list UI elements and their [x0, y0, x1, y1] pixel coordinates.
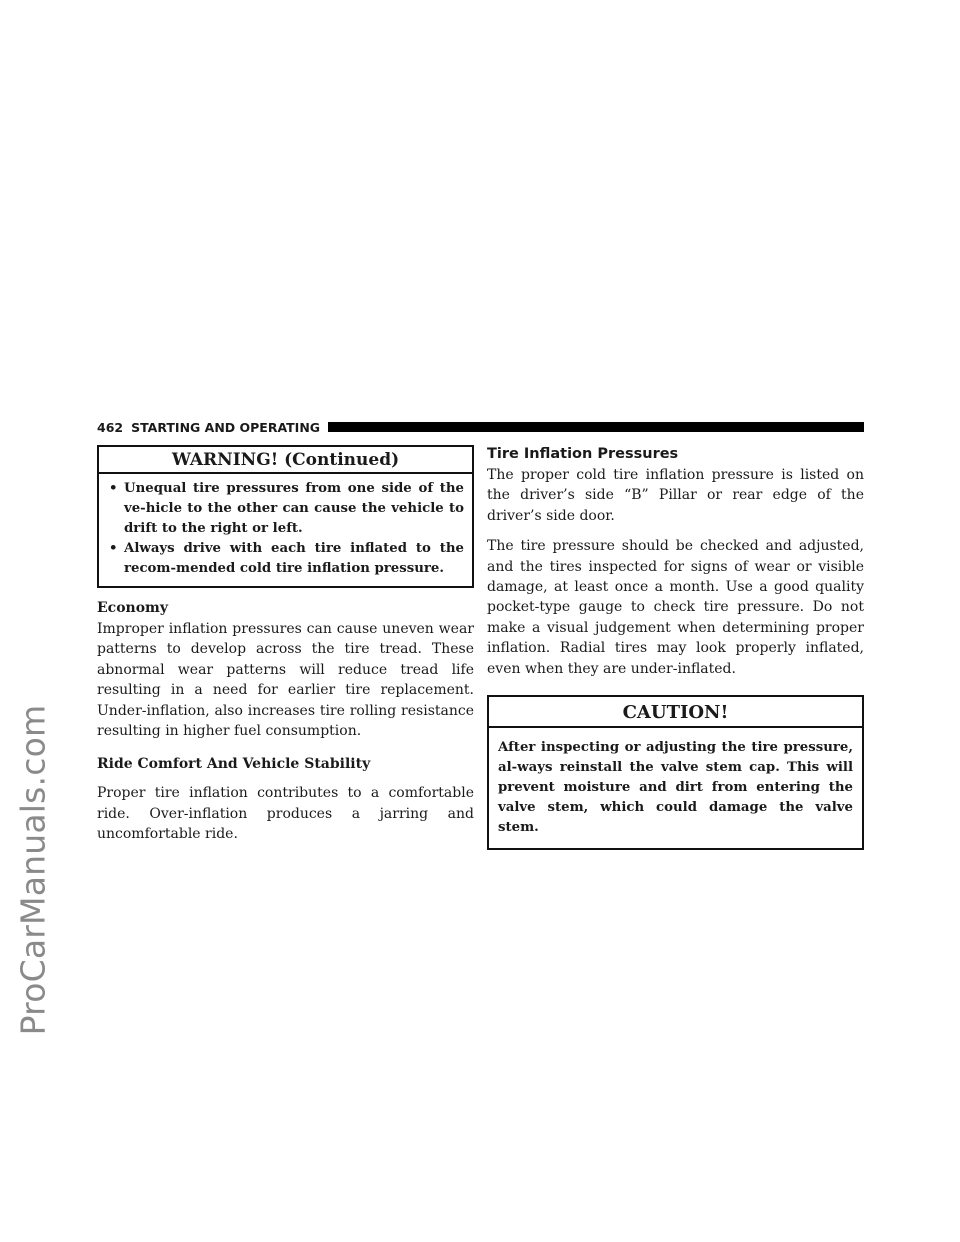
warning-bullet-text: Always drive with each tire inflated to the recom-mended cold tire inflation pressure. — [124, 541, 464, 576]
economy-text: Improper inflation pressures can cause uneven wear patterns to develop across the tire tread. These abnormal wear patterns will reduce tread life resulting in a need for earlier tire replacement. Under-inflation, also increases tire rolling resistance resulting in higher fuel consumption. — [97, 621, 474, 740]
page-number: 462 — [97, 419, 124, 435]
economy-heading: Economy — [97, 600, 168, 616]
caution-box — [487, 695, 864, 850]
side-watermark — [2, 520, 64, 1220]
tire-inflation-para-2: The tire pressure should be checked and adjusted, and the tires inspected for signs of wear or visible damage, at least once a month. Use a good quality pocket-type gauge to check tire pressure. Do not make a visual judgement when determining proper inflation. Radial tires may look properly inflated, even when they are under-inflated. — [487, 538, 864, 677]
caution-title: CAUTION! — [489, 697, 862, 728]
warning-bullet — [109, 539, 464, 579]
tire-inflation-heading: Tire Inflation Pressures — [487, 446, 679, 462]
ride-comfort-heading: Ride Comfort And Vehicle Stability — [97, 756, 371, 773]
warning-bullet-text: Unequal tire pressures from one side of the ve-hicle to the other can cause the vehicle to drift to the right or left. — [124, 481, 464, 536]
header-rule — [328, 422, 864, 432]
warning-title: WARNING! (Continued) — [99, 447, 472, 474]
side-watermark-text: ProCarManuals.com — [13, 704, 53, 1036]
ride-comfort-text: Proper tire inflation contributes to a comfortable ride. Over-inflation produces a jarring and uncomfortable ride. — [97, 785, 474, 843]
tire-inflation-para-1: The proper cold tire inflation pressure is listed on the driver’s side “B” Pillar or rear edge of the driver’s side door. — [487, 467, 864, 524]
running-header — [97, 419, 864, 435]
warning-bullet — [109, 479, 464, 539]
left-column — [97, 445, 474, 855]
warning-box — [97, 445, 474, 588]
right-column — [487, 445, 864, 850]
section-title: STARTING AND OPERATING — [131, 419, 321, 435]
caution-text: After inspecting or adjusting the tire pressure, al-ways reinstall the valve stem cap. This will prevent moisture and dirt from entering the valve stem, which could damage the valve stem. — [498, 740, 853, 836]
bullet-icon: • — [109, 481, 118, 496]
warning-list — [99, 474, 472, 586]
bullet-icon: • — [109, 541, 118, 556]
